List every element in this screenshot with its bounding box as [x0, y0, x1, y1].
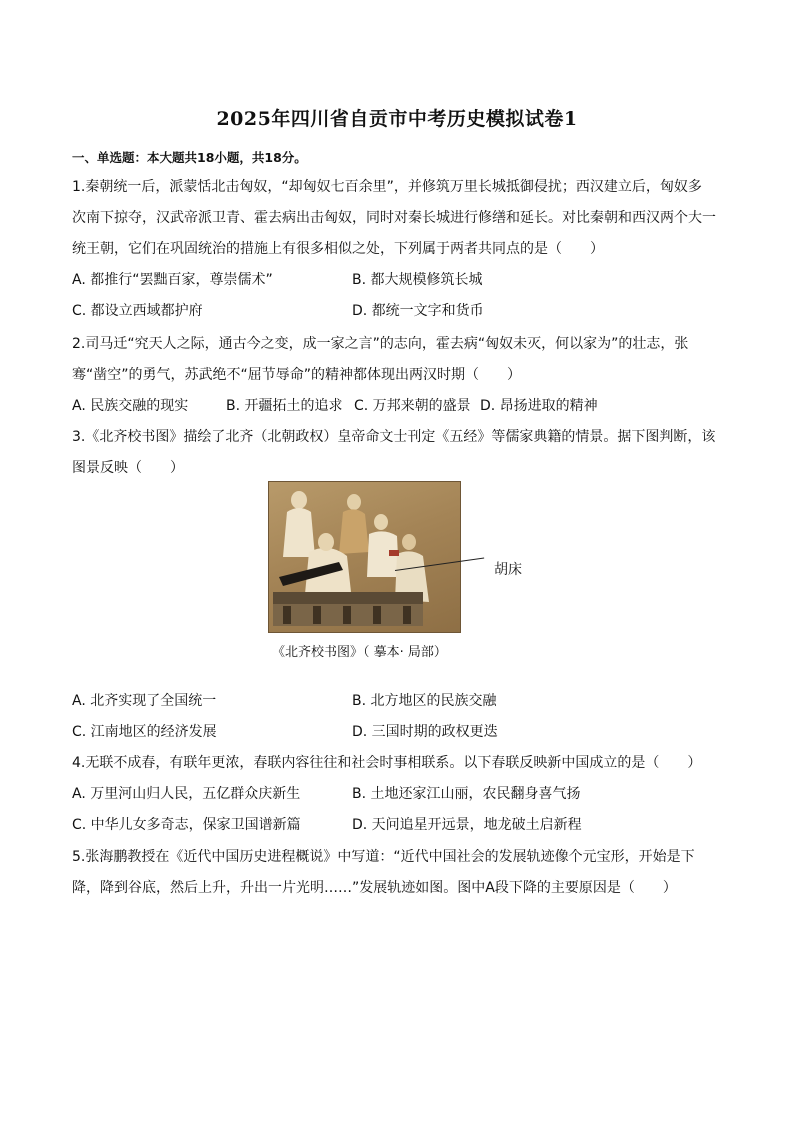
question-2-option-b: B. 开疆拓土的追求 [226, 398, 343, 414]
page-title: 2025年四川省自贡市中考历史模拟试卷1 [216, 108, 578, 130]
question-1-option-b: B. 都大规模修筑长城 [352, 272, 483, 288]
question-3-option-d: D. 三国时期的政权更迭 [352, 724, 498, 740]
question-3-option-b: B. 北方地区的民族交融 [352, 693, 497, 709]
painting-image [268, 481, 461, 633]
question-3-option-c: C. 江南地区的经济发展 [72, 724, 217, 740]
question-1-line-2: 次南下掠夺，汉武帝派卫青、霍去病出击匈奴，同时对秦长城进行修缮和延长。对比秦朝和西汉两个大一 [72, 210, 716, 226]
question-5-line-2: 降，降到谷底，然后上升，升出一片光明……”发展轨迹如图。图中A段下降的主要原因是（ ） [72, 880, 677, 896]
question-1-line-3: 统王朝，它们在巩固统治的措施上有很多相似之处，下列属于两者共同点的是（ ） [72, 241, 604, 257]
question-2-line-2: 骞“凿空”的勇气，苏武绝不“屈节辱命”的精神都体现出两汉时期（ ） [72, 367, 522, 383]
question-2-option-d: D. 昂扬进取的精神 [480, 398, 598, 414]
question-5-line-1: 5.张海鹏教授在《近代中国历史进程概说》中写道：“近代中国社会的发展轨迹像个元宝形，开始是下 [72, 849, 695, 865]
question-3-line-1: 3.《北齐校书图》描绘了北齐（北朝政权）皇帝命文士刊定《五经》等儒家典籍的情景。据下图判断，该 [72, 429, 716, 445]
question-1-line-1: 1.秦朝统一后，派蒙恬北击匈奴，“却匈奴七百余里”，并修筑万里长城抵御侵扰；西汉建立后，匈奴多 [72, 179, 702, 195]
figure-label: 胡床 [494, 562, 522, 578]
question-1-option-c: C. 都设立西域都护府 [72, 303, 203, 319]
question-2-option-a: A. 民族交融的现实 [72, 398, 189, 414]
question-4-option-d: D. 天问追星开远景，地龙破土启新程 [352, 817, 582, 833]
question-4-option-a: A. 万里河山归人民，五亿群众庆新生 [72, 786, 301, 802]
question-2-option-c: C. 万邦来朝的盛景 [354, 398, 471, 414]
question-3-line-2: 图景反映（ ） [72, 460, 184, 476]
question-4-option-b: B. 土地还家江山丽，农民翻身喜气扬 [352, 786, 581, 802]
question-1-option-a: A. 都推行“罢黜百家，尊崇儒术” [72, 272, 273, 288]
question-4-line-1: 4.无联不成春，有联年更浓，春联内容往往和社会时事相联系。以下春联反映新中国成立的是（ ） [72, 755, 702, 771]
question-4-option-c: C. 中华儿女多奇志，保家卫国谱新篇 [72, 817, 301, 833]
figure-caption: 《北齐校书图》（ 摹本· 局部） [272, 645, 447, 660]
question-3-option-a: A. 北齐实现了全国统一 [72, 693, 217, 709]
section-heading: 一、单选题：本大题共18小题，共18分。 [72, 150, 307, 165]
question-2-line-1: 2.司马迁“究天人之际，通古今之变，成一家之言”的志向，霍去病“匈奴未灭，何以家为”的壮志，张 [72, 336, 689, 352]
question-1-option-d: D. 都统一文字和货币 [352, 303, 484, 319]
painting-illustration [269, 482, 460, 632]
